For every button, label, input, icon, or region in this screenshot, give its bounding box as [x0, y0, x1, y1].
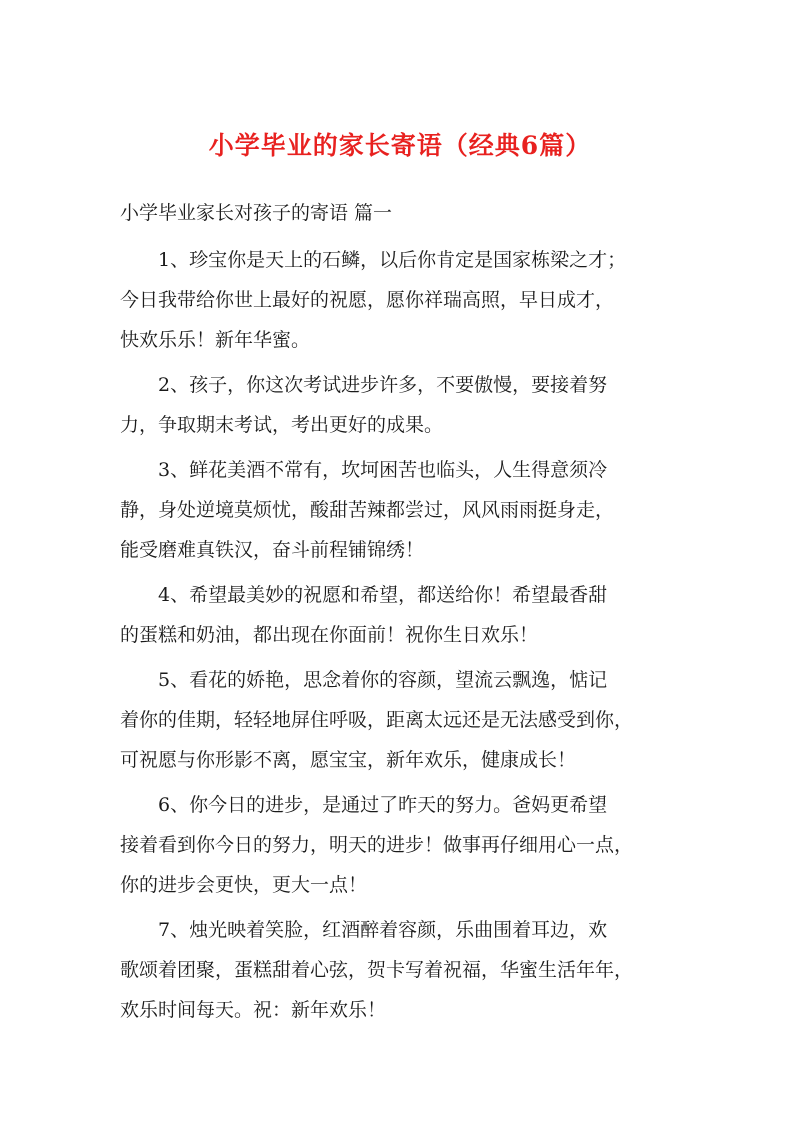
- paragraph-4: [120, 575, 680, 655]
- document-title: 小学毕业的家长寄语（经典6篇）: [208, 131, 592, 160]
- section-heading: 小学毕业家长对孩子的寄语 篇一: [120, 202, 393, 224]
- paragraph-line: 1、珍宝你是天上的石鳞，以后你肯定是国家栋梁之才；: [158, 249, 627, 271]
- paragraph-line: 接着看到你今日的努力，明天的进步！做事再仔细用心一点，: [120, 834, 634, 856]
- paragraph-line: 2、孩子，你这次考试进步许多，不要傲慢，要接着努: [158, 374, 608, 396]
- paragraph-line: 静，身处逆境莫烦忧，酸甜苦辣都尝过，风风雨雨挺身走，: [120, 499, 615, 521]
- paragraph-line: 力，争取期末考试，考出更好的成果。: [120, 414, 444, 436]
- paragraph-1: [120, 240, 680, 360]
- paragraph-line: 4、希望最美妙的祝愿和希望，都送给你！希望最香甜: [158, 584, 608, 606]
- paragraph-line: 的蛋糕和奶油，都出现在你面前！祝你生日欢乐！: [120, 624, 539, 646]
- paragraph-line: 3、鲜花美酒不常有，坎坷困苦也临头，人生得意须冷: [158, 459, 608, 481]
- document-body: [120, 240, 680, 1035]
- paragraph-line: 7、烛光映着笑脸，红酒醉着容颜，乐曲围着耳边，欢: [158, 919, 608, 941]
- paragraph-line: 歌颂着团聚，蛋糕甜着心弦，贺卡写着祝福，华蜜生活年年，: [120, 959, 634, 981]
- paragraph-line: 能受磨难真铁汉，奋斗前程铺锦绣！: [120, 539, 425, 561]
- paragraph-line: 5、看花的娇艳，思念着你的容颜，望流云飘逸，惦记: [158, 669, 608, 691]
- paragraph-line: 6、你今日的进步，是通过了昨天的努力。爸妈更希望: [158, 794, 608, 816]
- paragraph-2: [120, 365, 680, 445]
- paragraph-line: 今日我带给你世上最好的祝愿，愿你祥瑞高照，早日成才，: [120, 289, 615, 311]
- paragraph-5: [120, 660, 680, 780]
- paragraph-line: 可祝愿与你形影不离，愿宝宝，新年欢乐，健康成长！: [120, 749, 577, 771]
- paragraph-line: 你的进步会更快，更大一点！: [120, 874, 368, 896]
- paragraph-line: 着你的佳期，轻轻地屏住呼吸，距离太远还是无法感受到你，: [120, 709, 634, 731]
- paragraph-3: [120, 450, 680, 570]
- paragraph-line: 快欢乐乐！新年华蜜。: [120, 329, 311, 351]
- paragraph-line: 欢乐时间每天。祝：新年欢乐！: [120, 999, 387, 1021]
- paragraph-6: [120, 785, 680, 905]
- paragraph-7: [120, 910, 680, 1030]
